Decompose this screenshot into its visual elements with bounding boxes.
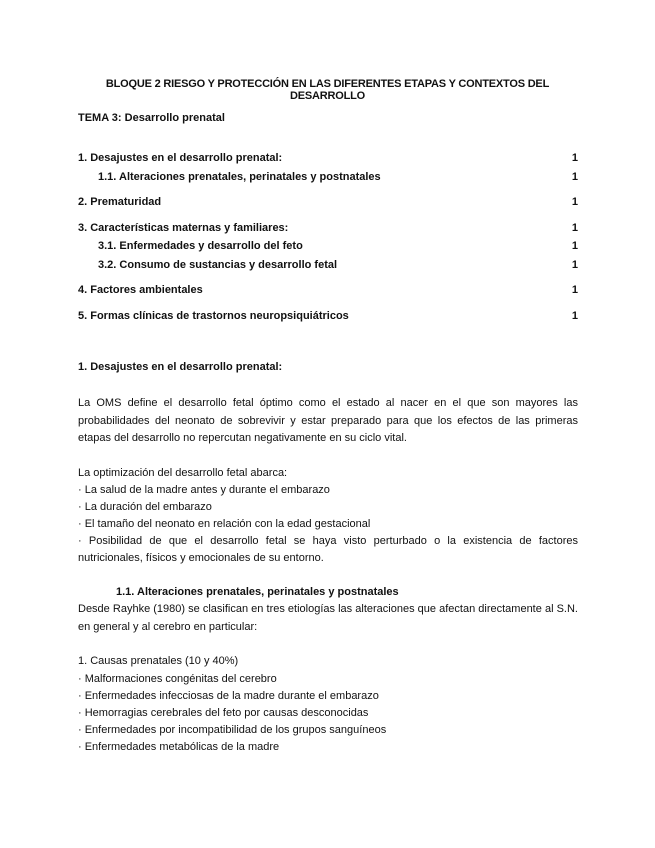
document-title: BLOQUE 2 RIESGO Y PROTECCIÓN EN LAS DIFERENTES ETAPAS Y CONTEXTOS DEL DESARROLLO (105, 78, 550, 102)
list-item: · La salud de la madre antes y durante el embarazo (78, 484, 330, 496)
toc-entry[interactable] (78, 149, 578, 168)
toc-entry-page: 1 (571, 309, 578, 322)
list-lead: 1. Causas prenatales (10 y 40%) (78, 655, 239, 667)
topic-title: TEMA 3: Desarrollo prenatal (78, 112, 225, 124)
toc-entry-label: 3. Características maternas y familiares: (78, 221, 289, 234)
subsection-heading: 1.1. Alteraciones prenatales, perinatales y postnatales (116, 586, 399, 598)
paragraph: La OMS define el desarrollo fetal óptimo como el estado al nacer en el que son mayores las probabilidades del neonato de sobrevivir y estar preparado para que los efectos de las primeras etapas del desarrollo no repercutan negativamente en su ciclo vital. (78, 397, 578, 444)
toc-entry-page: 1 (571, 196, 578, 208)
list-lead: La optimización del desarrollo fetal abarca: (78, 466, 288, 479)
toc-entry[interactable] (78, 219, 578, 238)
toc-entry-page: 1 (571, 240, 578, 252)
toc-entry-label: 3.2. Consumo de sustancias y desarrollo fetal (98, 258, 338, 271)
list-item: · Enfermedades por incompatibilidad de los grupos sanguíneos (78, 723, 387, 736)
toc-entry-page: 1 (571, 152, 578, 164)
list-item: · Hemorragias cerebrales del feto por causas desconocidas (78, 706, 369, 719)
table-of-contents (78, 149, 578, 325)
toc-entry[interactable] (78, 256, 578, 275)
list-item: · El tamaño del neonato en relación con la edad gestacional (78, 518, 371, 530)
toc-entry-label: 3.1. Enfermedades y desarrollo del feto (98, 240, 303, 252)
toc-entry-label: 5. Formas clínicas de trastornos neuropsiquiátricos (78, 309, 349, 322)
toc-entry[interactable] (78, 237, 578, 256)
toc-entry[interactable] (78, 168, 578, 187)
list-item: · Posibilidad de que el desarrollo fetal se haya visto perturbado o la existencia de factores nutricionales, físicos y emocionales de su entorno. (78, 535, 578, 564)
list-item: · Enfermedades metabólicas de la madre (78, 740, 280, 753)
toc-entry-page: 1 (571, 284, 578, 296)
document-body (78, 359, 578, 756)
section-heading: 1. Desajustes en el desarrollo prenatal: (78, 361, 283, 373)
list-item: · Enfermedades infecciosas de la madre durante el embarazo (78, 689, 379, 702)
toc-entry-page: 1 (571, 170, 578, 183)
toc-entry-label: 4. Factores ambientales (78, 284, 203, 296)
list-item: · Malformaciones congénitas del cerebro (78, 672, 277, 685)
paragraph: Desde Rayhke (1980) se clasifican en tres etiologías las alteraciones que afectan directamente al S.N. en general y al cerebro en particular: (78, 603, 578, 633)
toc-entry[interactable] (78, 307, 578, 326)
toc-entry-page: 1 (571, 258, 578, 271)
toc-entry-label: 1. Desajustes en el desarrollo prenatal: (78, 152, 283, 164)
toc-entry-label: 2. Prematuridad (78, 196, 162, 208)
toc-entry-label: 1.1. Alteraciones prenatales, perinatales y postnatales (98, 170, 381, 183)
list-item: · La duración del embarazo (78, 501, 212, 513)
toc-entry[interactable] (78, 193, 578, 212)
toc-entry[interactable] (78, 281, 578, 300)
toc-entry-page: 1 (571, 221, 578, 234)
